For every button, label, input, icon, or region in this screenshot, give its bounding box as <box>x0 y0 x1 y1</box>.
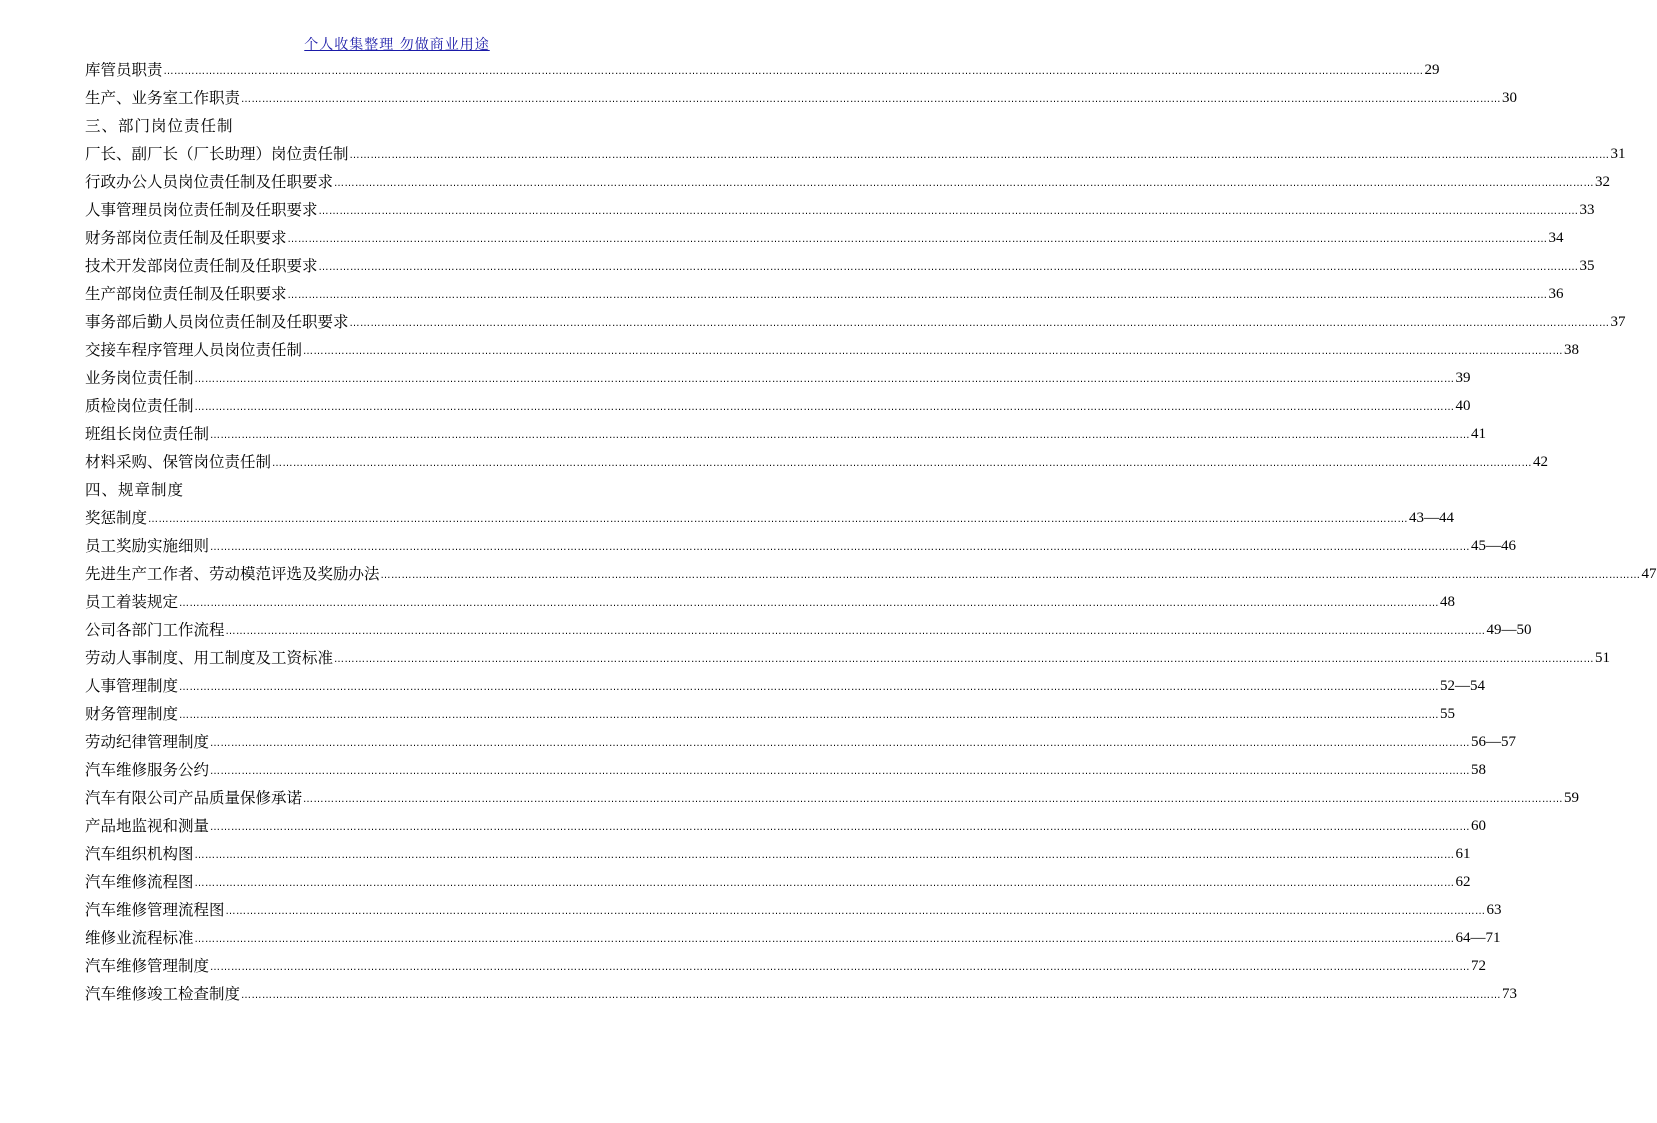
toc-entry[interactable] <box>85 896 1502 924</box>
toc-entry-label: 四、规章制度 <box>85 481 185 499</box>
toc-entry-label: 事务部后勤人员岗位责任制及任职要求 <box>85 313 349 331</box>
toc-page-number: 37 <box>1610 314 1626 330</box>
toc-page-number: 52—54 <box>1440 678 1486 694</box>
toc-page-number: 34 <box>1548 230 1564 246</box>
toc-entry-label: 质检岗位责任制 <box>85 397 194 415</box>
toc-entry[interactable] <box>85 616 1532 644</box>
toc-section-heading <box>85 476 707 504</box>
toc-leader-dots: ……………………………………………………………………………………………………………………………………………………………………………………………………………………………………………………………………………………………………………………………… <box>241 94 1502 105</box>
toc-entry[interactable] <box>85 812 1487 840</box>
toc-entry[interactable] <box>85 56 1440 84</box>
toc-entry[interactable] <box>85 840 1471 868</box>
toc-page-number: 40 <box>1455 398 1471 414</box>
toc-leader-dots: ……………………………………………………………………………………………………………………………………………………………………………………………………………………………………………………………………………………………………………………………… <box>334 178 1595 189</box>
toc-leader-dots: ……………………………………………………………………………………………………………………………………………………………………………………………………………………………………………………………………………………………………………………………… <box>194 402 1455 413</box>
toc-entry-label: 员工奖励实施细则 <box>85 537 210 555</box>
toc-entry-label: 维修业流程标准 <box>85 929 194 947</box>
toc-leader-dots: ……………………………………………………………………………………………………………………………………………………………………………………………………………………………………………………………………………………………………………………………… <box>194 850 1455 861</box>
toc-page-number: 36 <box>1548 286 1564 302</box>
toc-leader-dots: ……………………………………………………………………………………………………………………………………………………………………………………………………………………………………………………………………………………………………………………………… <box>210 766 1471 777</box>
toc-entry[interactable] <box>85 504 1455 532</box>
toc-entry-label: 员工着装规定 <box>85 593 179 611</box>
toc-page-number: 39 <box>1455 370 1471 386</box>
toc-entry-label: 材料采购、保管岗位责任制 <box>85 453 272 471</box>
toc-page-number: 55 <box>1440 706 1456 722</box>
toc-entry[interactable] <box>85 700 1456 728</box>
toc-entry-label: 奖惩制度 <box>85 509 148 527</box>
toc-page-number: 30 <box>1502 90 1518 106</box>
toc-leader-dots: ……………………………………………………………………………………………………………………………………………………………………………………………………………………………………………………………………………………………………………………………… <box>163 66 1424 77</box>
toc-entry[interactable] <box>85 448 1549 476</box>
toc-page-number: 58 <box>1471 762 1487 778</box>
toc-page-number: 33 <box>1579 202 1595 218</box>
toc-leader-dots: ……………………………………………………………………………………………………………………………………………………………………………………………………………………………………………………………………………………………………………………………… <box>210 430 1471 441</box>
toc-page-number: 64—71 <box>1455 930 1501 946</box>
toc-entry-label: 汽车组织机构图 <box>85 845 194 863</box>
toc-entry[interactable] <box>85 532 1517 560</box>
toc-entry[interactable] <box>85 280 1564 308</box>
toc-entry-label: 公司各部门工作流程 <box>85 621 225 639</box>
toc-leader-dots: ……………………………………………………………………………………………………………………………………………………………………………………………………………………………………………………………………………………………………………………………… <box>349 150 1610 161</box>
toc-entry[interactable] <box>85 868 1471 896</box>
toc-entry-label: 劳动人事制度、用工制度及工资标准 <box>85 649 334 667</box>
toc-leader-dots: ……………………………………………………………………………………………………………………………………………………………………………………………………………………………………………………………………………………………………………………………… <box>148 514 1409 525</box>
toc-entry[interactable] <box>85 252 1595 280</box>
toc-entry[interactable] <box>85 392 1471 420</box>
toc-page-number: 62 <box>1455 874 1471 890</box>
toc-page-number: 56—57 <box>1471 734 1517 750</box>
toc-page-number: 63 <box>1486 902 1502 918</box>
toc-leader-dots: ……………………………………………………………………………………………………………………………………………………………………………………………………………………………………………………………………………………………………………………………… <box>194 934 1455 945</box>
toc-entry[interactable] <box>85 420 1487 448</box>
toc-entry[interactable] <box>85 644 1611 672</box>
toc-entry[interactable] <box>85 364 1471 392</box>
toc-entry[interactable] <box>85 756 1487 784</box>
toc-page-number: 47 <box>1641 566 1657 582</box>
toc-entry[interactable] <box>85 952 1487 980</box>
toc-page-number: 42 <box>1533 454 1549 470</box>
toc-leader-dots: ……………………………………………………………………………………………………………………………………………………………………………………………………………………………………………………………………………………………………………………………… <box>318 206 1579 217</box>
toc-leader-dots: ……………………………………………………………………………………………………………………………………………………………………………………………………………………………………………………………………………………………………………………………… <box>287 290 1548 301</box>
toc-entry-label: 汽车维修竣工检查制度 <box>85 985 241 1003</box>
toc-entry-label: 交接车程序管理人员岗位责任制 <box>85 341 303 359</box>
toc-entry-label: 库管员职责 <box>85 61 163 79</box>
toc-leader-dots: ……………………………………………………………………………………………………………………………………………………………………………………………………………………………………………………………………………………………………………………………… <box>210 542 1471 553</box>
toc-page-number: 60 <box>1471 818 1487 834</box>
toc-entry-label: 技术开发部岗位责任制及任职要求 <box>85 257 318 275</box>
toc-leader-dots: ……………………………………………………………………………………………………………………………………………………………………………………………………………………………………………………………………………………………………………………………… <box>287 234 1548 245</box>
toc-entry[interactable] <box>85 308 1626 336</box>
toc-section-heading <box>85 112 707 140</box>
toc-leader-dots: ……………………………………………………………………………………………………………………………………………………………………………………………………………………………………………………………………………………………………………………………… <box>210 738 1471 749</box>
toc-entry[interactable] <box>85 84 1518 112</box>
toc-leader-dots: ……………………………………………………………………………………………………………………………………………………………………………………………………………………………………………………………………………………………………………………………… <box>272 458 1533 469</box>
toc-page-number: 41 <box>1471 426 1487 442</box>
toc-leader-dots: ……………………………………………………………………………………………………………………………………………………………………………………………………………………………………………………………………………………………………………………………… <box>349 318 1610 329</box>
toc-entry[interactable] <box>85 224 1564 252</box>
toc-leader-dots: ……………………………………………………………………………………………………………………………………………………………………………………………………………………………………………………………………………………………………………………………… <box>318 262 1579 273</box>
toc-leader-dots: ……………………………………………………………………………………………………………………………………………………………………………………………………………………………………………………………………………………………………………………………… <box>241 990 1502 1001</box>
toc-leader-dots: ……………………………………………………………………………………………………………………………………………………………………………………………………………………………………………………………………………………………………………………………… <box>303 346 1564 357</box>
toc-entry[interactable] <box>85 140 1626 168</box>
toc-leader-dots: ……………………………………………………………………………………………………………………………………………………………………………………………………………………………………………………………………………………………………………………………… <box>334 654 1595 665</box>
toc-entry-label: 财务管理制度 <box>85 705 179 723</box>
toc-page-number: 45—46 <box>1471 538 1517 554</box>
toc-leader-dots: ……………………………………………………………………………………………………………………………………………………………………………………………………………………………………………………………………………………………………………………………… <box>210 822 1471 833</box>
toc-entry-label: 三、部门岗位责任制 <box>85 117 234 135</box>
toc-page-number: 38 <box>1564 342 1580 358</box>
toc-entry-label: 生产部岗位责任制及任职要求 <box>85 285 287 303</box>
toc-entry-label: 班组长岗位责任制 <box>85 425 210 443</box>
toc-entry[interactable] <box>85 924 1501 952</box>
toc-page-number: 31 <box>1610 146 1626 162</box>
toc-entry-label: 生产、业务室工作职责 <box>85 89 241 107</box>
toc-entry[interactable] <box>85 588 1456 616</box>
toc-entry-label: 业务岗位责任制 <box>85 369 194 387</box>
toc-page-number: 32 <box>1595 174 1611 190</box>
toc-page-number: 59 <box>1564 790 1580 806</box>
toc-leader-dots: ……………………………………………………………………………………………………………………………………………………………………………………………………………………………………………………………………………………………………………………………… <box>380 570 1641 581</box>
toc-entry[interactable] <box>85 784 1580 812</box>
toc-entry-label: 劳动纪律管理制度 <box>85 733 210 751</box>
toc-page-number: 61 <box>1455 846 1471 862</box>
table-of-contents <box>85 56 1657 1008</box>
toc-entry-label: 人事管理制度 <box>85 677 179 695</box>
toc-entry-label: 汽车维修流程图 <box>85 873 194 891</box>
toc-entry-label: 汽车维修管理制度 <box>85 957 210 975</box>
toc-leader-dots: ……………………………………………………………………………………………………………………………………………………………………………………………………………………………………………………………………………………………………………………………… <box>194 374 1455 385</box>
toc-page-number: 49—50 <box>1486 622 1532 638</box>
toc-entry-label: 人事管理员岗位责任制及任职要求 <box>85 201 318 219</box>
toc-page-number: 73 <box>1502 986 1518 1002</box>
toc-entry[interactable] <box>85 728 1517 756</box>
page-header: 个人收集整理 勿做商业用途 <box>304 37 490 53</box>
toc-entry-label: 厂长、副厂长（厂长助理）岗位责任制 <box>85 145 349 163</box>
toc-entry-label: 汽车有限公司产品质量保修承诺 <box>85 789 303 807</box>
toc-leader-dots: ……………………………………………………………………………………………………………………………………………………………………………………………………………………………………………………………………………………………………………………………… <box>303 794 1564 805</box>
toc-page-number: 29 <box>1424 62 1440 78</box>
toc-leader-dots: ……………………………………………………………………………………………………………………………………………………………………………………………………………………………………………………………………………………………………………………………… <box>179 598 1440 609</box>
toc-entry[interactable] <box>85 980 1518 1008</box>
toc-entry-label: 汽车维修管理流程图 <box>85 901 225 919</box>
toc-page-number: 48 <box>1440 594 1456 610</box>
toc-leader-dots: ……………………………………………………………………………………………………………………………………………………………………………………………………………………………………………………………………………………………………………………………… <box>210 962 1471 973</box>
toc-leader-dots: ……………………………………………………………………………………………………………………………………………………………………………………………………………………………………………………………………………………………………………………………… <box>194 878 1455 889</box>
toc-entry-label: 先进生产工作者、劳动模范评选及奖励办法 <box>85 565 380 583</box>
toc-leader-dots: ……………………………………………………………………………………………………………………………………………………………………………………………………………………………………………………………………………………………………………………………… <box>225 906 1486 917</box>
toc-page-number: 43—44 <box>1409 510 1455 526</box>
toc-entry[interactable] <box>85 336 1580 364</box>
toc-entry-label: 财务部岗位责任制及任职要求 <box>85 229 287 247</box>
toc-entry[interactable] <box>85 672 1486 700</box>
toc-entry-label: 行政办公人员岗位责任制及任职要求 <box>85 173 334 191</box>
toc-leader-dots: ……………………………………………………………………………………………………………………………………………………………………………………………………………………………………………………………………………………………………………………………… <box>179 710 1440 721</box>
toc-page-number: 35 <box>1579 258 1595 274</box>
toc-leader-dots: ……………………………………………………………………………………………………………………………………………………………………………………………………………………………………………………………………………………………………………………………… <box>179 682 1440 693</box>
toc-entry[interactable] <box>85 168 1611 196</box>
toc-entry-label: 汽车维修服务公约 <box>85 761 210 779</box>
toc-entry[interactable] <box>85 196 1595 224</box>
toc-leader-dots: ……………………………………………………………………………………………………………………………………………………………………………………………………………………………………………………………………………………………………………………………… <box>225 626 1486 637</box>
toc-entry-label: 产品地监视和测量 <box>85 817 210 835</box>
toc-page-number: 51 <box>1595 650 1611 666</box>
toc-entry[interactable] <box>85 560 1657 588</box>
toc-page-number: 72 <box>1471 958 1487 974</box>
